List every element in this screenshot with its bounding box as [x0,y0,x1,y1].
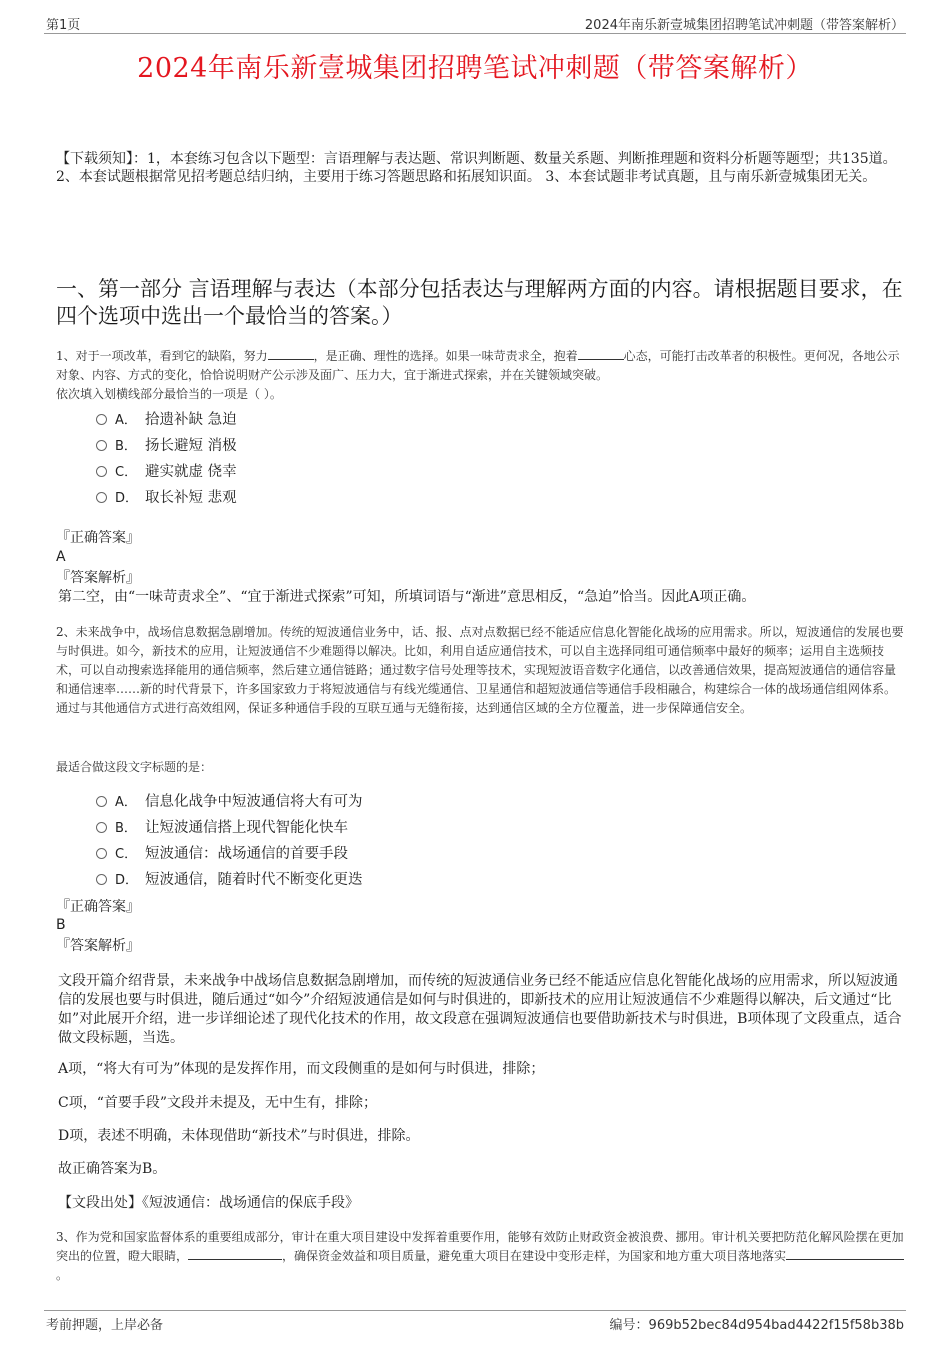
radio-icon[interactable] [96,440,107,451]
question-2-option-a[interactable]: A． 信息化战争中短波通信将大有可为 [96,793,363,812]
page-title: 2024年南乐新壹城集团招聘笔试冲刺题（带答案解析） [137,53,813,84]
radio-icon[interactable] [96,492,107,503]
question-2-question: 最适合做这段文字标题的是： [56,760,213,774]
question-1-option-d[interactable]: D． 取长补短 悲观 [96,489,237,508]
question-2-explanation-c: C项，“首要手段”文段并未提及，无中生有，排除； [58,1095,378,1111]
question-2-explanation: 文段开篇介绍背景，未来战争中战场信息数据急剧增加，而传统的短波通信业务已经不能适应信息化智能化战场的应用需求，所以短波通信的发展也要与时俱进，随后通过“如今”介绍短波通信是如何与时俱进的，即新技术的应用让短波通信不少难题得以解决，后文通过“比如”对此展开介绍，进一步详细论述了现代化技术的作用，故文段意在强调短波通信也要借助新技术与时俱进，B项体现了文段重点，适合做文段标题，当选。 [58,973,902,1046]
question-2-option-c[interactable]: C． 短波通信：战场通信的首要手段 [96,845,348,864]
question-1-answer: A [56,549,66,565]
question-1-explain-label: 『答案解析』 [56,570,140,586]
question-3-stem: 3、作为党和国家监督体系的重要组成部分，审计在重大项目建设中发挥着重要作用，能够有效防止财政资金被浪费、挪用。审计机关要把防范化解风险摆在更加突出的位置，瞪大眼睛， ，确保资金效益和项目质量，避免重大项目在建设中变形走样，为国家和地方重大项目落地落实。 [56,1230,904,1282]
footer-divider [44,1310,906,1311]
question-2-answer-label: 『正确答案』 [56,899,140,915]
radio-icon[interactable] [96,848,107,859]
radio-icon[interactable] [96,466,107,477]
radio-icon[interactable] [96,796,107,807]
question-1-option-b[interactable]: B． 扬长避短 消极 [96,437,237,456]
radio-icon[interactable] [96,822,107,833]
question-1-stem: 1、对于一项改革，看到它的缺陷，努力 ，是正确、理性的选择。如果一味苛责求全，抱着 心态，可能打击改革者的积极性。更何况，各地公示对象、内容、方式的变化，恰恰说明财产公示涉及面广、压力大，宜于渐进式探索，并在关键领域突破。 依次填入划横线部分最恰当的一项是（ ）。 [56,349,900,401]
question-2-conclusion: 故正确答案为B。 [58,1161,167,1177]
question-2-answer: B [56,917,66,933]
footer-slogan: 考前押题，上岸必备 [46,1318,164,1333]
header-doc-title: 2024年南乐新壹城集团招聘笔试冲刺题（带答案解析） [584,18,904,33]
footer-doc-id: 编号：969b52bec84d954bad4422f15f58b38b [609,1318,904,1333]
question-2-option-d[interactable]: D． 短波通信，随着时代不断变化更迭 [96,871,363,890]
header-page-number: 第1页 [46,18,81,33]
question-2-explanation-a: A项，“将大有可为”体现的是发挥作用，而文段侧重的是如何与时俱进，排除； [58,1061,545,1077]
question-2-explain-label: 『答案解析』 [56,938,140,954]
header-divider [44,33,906,34]
section-heading: 一、第一部分 言语理解与表达（本部分包括表达与理解两方面的内容。请根据题目要求，在四个选项中选出一个最恰当的答案。） [56,277,903,328]
question-1-explanation: 第二空，由“一味苛责求全”、“宜于渐进式探索”可知，所填词语与“渐进”意思相反，“急迫”恰当。因此A项正确。 [58,589,756,605]
question-1-option-c[interactable]: C． 避实就虚 侥幸 [96,463,237,482]
download-notice: 【下载须知】：1，本套练习包含以下题型：言语理解与表达题、常识判断题、数量关系题、判断推理题和资料分析题等题型；共135道。 2、本套试题根据常见招考题总结归纳，主要用于练习答题思路和拓展知识面。 3、本套试题非考试真题，且与南乐新壹城集团无关。 [56,151,897,185]
radio-icon[interactable] [96,414,107,425]
question-1-option-a[interactable]: A． 拾遗补缺 急迫 [96,411,237,430]
question-2-stem: 2、未来战争中，战场信息数据急剧增加。传统的短波通信业务中，话、报、点对点数据已经不能适应信息化智能化战场的应用需求。所以，短波通信的发展也要与时俱进。如今，新技术的应用，让短波通信不少难题得以解决。比如，利用自适应通信技术，可以自主选择同组可通信频率中最好的频率；运用自主选频技术，可以自动搜索选择能用的通信频率，然后建立通信链路；通过数字信号处理等技术，实现短波语音数字化通信，以改善通信效果，提高短波通信的通信容量和通信速率……新的时代背景下，许多国家致力于将短波通信与有线光缆通信、卫星通信和超短波通信等通信手段相融合，构建综合一体的战场通信组网体系。通过与其他通信方式进行高效组网，保证多种通信手段的互联互通与无缝衔接，达到通信区域的全方位覆盖，进一步保障通信安全。 [56,625,904,715]
question-2-source: 【文段出处】《短波通信：战场通信的保底手段》 [58,1195,359,1211]
question-1-answer-label: 『正确答案』 [56,530,140,546]
question-2-explanation-d: D项，表述不明确，未体现借助“新技术”与时俱进，排除。 [58,1128,420,1144]
radio-icon[interactable] [96,874,107,885]
question-2-option-b[interactable]: B． 让短波通信搭上现代智能化快车 [96,819,348,838]
